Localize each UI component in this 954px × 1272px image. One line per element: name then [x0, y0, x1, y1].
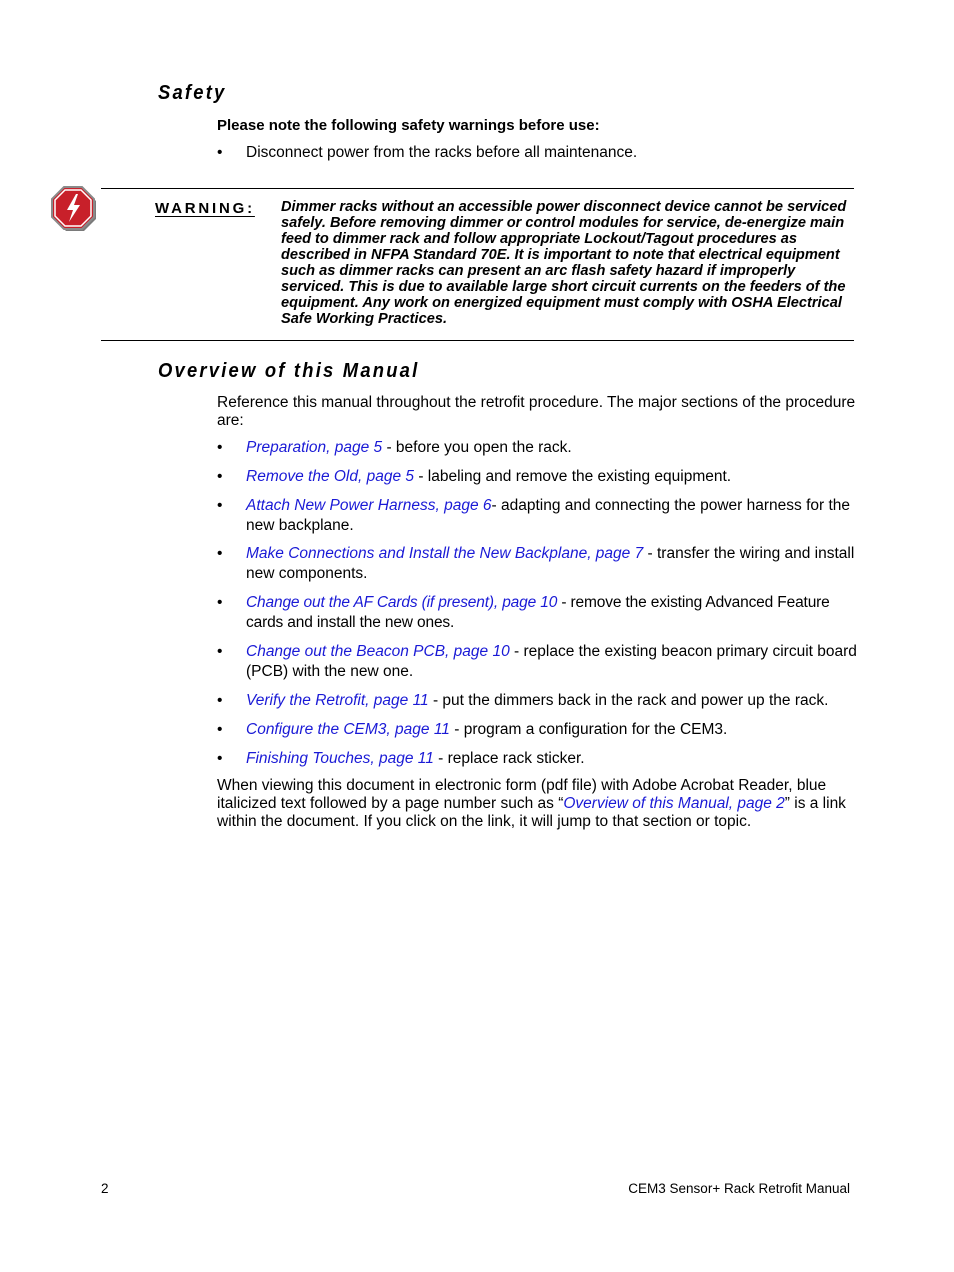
list-item	[217, 438, 857, 458]
electrical-hazard-stop-icon	[49, 184, 97, 232]
safety-heading: Safety	[158, 82, 227, 104]
page-number: 2	[101, 1181, 109, 1196]
warning-top-rule	[101, 188, 854, 189]
section-link[interactable]: Attach New Power Harness, page 6	[246, 497, 492, 514]
bullet-dot: •	[217, 643, 223, 660]
warning-label: WARNING:	[155, 200, 255, 217]
list-item	[217, 642, 857, 682]
list-item	[217, 720, 857, 740]
section-description: - replace rack sticker.	[433, 750, 585, 767]
bullet-dot: •	[217, 594, 223, 611]
bullet-dot: •	[217, 750, 223, 767]
pdf-note-link[interactable]: Overview of this Manual, page 2	[563, 795, 785, 812]
section-description: - put the dimmers back in the rack and power up the rack.	[428, 692, 829, 709]
overview-section-list	[217, 438, 857, 769]
section-description: - before you open the rack.	[382, 439, 572, 456]
bullet-dot: •	[217, 721, 223, 738]
section-description: - replace the existing beacon primary circuit board (PCB) with the new one.	[246, 643, 857, 680]
section-description: - program a configuration for the CEM3.	[449, 721, 728, 738]
safety-bullet-text: Disconnect power from the racks before all maintenance.	[246, 144, 638, 161]
list-item	[217, 467, 857, 487]
pdf-note-before: When viewing this document in electronic form (pdf file) with Adobe Acrobat Reader, blue italicized text followed by a page number such as “	[217, 777, 827, 812]
section-link[interactable]: Finishing Touches, page 11	[246, 750, 434, 767]
section-description: - remove the existing Advanced Feature cards and install the new ones.	[246, 594, 830, 631]
warning-bottom-rule	[101, 340, 854, 341]
section-link[interactable]: Make Connections and Install the New Backplane, page 7	[246, 545, 644, 562]
bullet-dot: •	[217, 439, 223, 456]
section-link[interactable]: Change out the AF Cards (if present), page 10	[246, 594, 558, 611]
bullet-dot: •	[217, 497, 223, 514]
list-item	[217, 749, 857, 769]
section-description: - transfer the wiring and install new components.	[246, 545, 855, 582]
warning-text: Dimmer racks without an accessible power disconnect device cannot be serviced safely. Before removing dimmer or control modules for service, de-energize main feed to dimmer rack and follow appropriate Lockout/Tagout procedures as described in NFPA Standard 70E. It is important to note that electrical equipment such as dimmer racks can present an arc flash safety hazard if improperly serviced. This is due to available large short circuit currents on the feeders of the equipment. Any work on energized equipment must comply with OSHA Electrical Safe Working Practices.	[281, 199, 847, 327]
section-link[interactable]: Remove the Old, page 5	[246, 468, 415, 485]
pdf-note-after: ” is a link within the document. If you click on the link, it will jump to that section or topic.	[217, 795, 846, 830]
safety-lead: Please note the following safety warnings before use:	[217, 117, 600, 134]
overview-heading: Overview of this Manual	[158, 360, 420, 382]
bullet-dot: •	[217, 692, 223, 709]
bullet-dot: •	[217, 545, 223, 562]
section-link[interactable]: Configure the CEM3, page 11	[246, 721, 450, 738]
section-description: - labeling and remove the existing equipment.	[414, 468, 732, 485]
pdf-link-note	[217, 777, 857, 831]
section-link[interactable]: Preparation, page 5	[246, 439, 383, 456]
footer-doc-title: CEM3 Sensor+ Rack Retrofit Manual	[628, 1181, 850, 1196]
list-item	[217, 544, 857, 584]
list-item	[217, 143, 857, 163]
bullet-dot: •	[217, 468, 223, 485]
overview-intro: Reference this manual throughout the retrofit procedure. The major sections of the procedure are:	[217, 394, 856, 429]
list-item	[217, 593, 857, 633]
safety-bullet-list	[217, 143, 857, 163]
section-description: - adapting and connecting the power harness for the new backplane.	[246, 497, 851, 534]
bullet-dot: •	[217, 144, 223, 161]
section-link[interactable]: Verify the Retrofit, page 11	[246, 692, 429, 709]
list-item	[217, 691, 857, 711]
section-link[interactable]: Change out the Beacon PCB, page 10	[246, 643, 510, 660]
list-item	[217, 496, 857, 536]
